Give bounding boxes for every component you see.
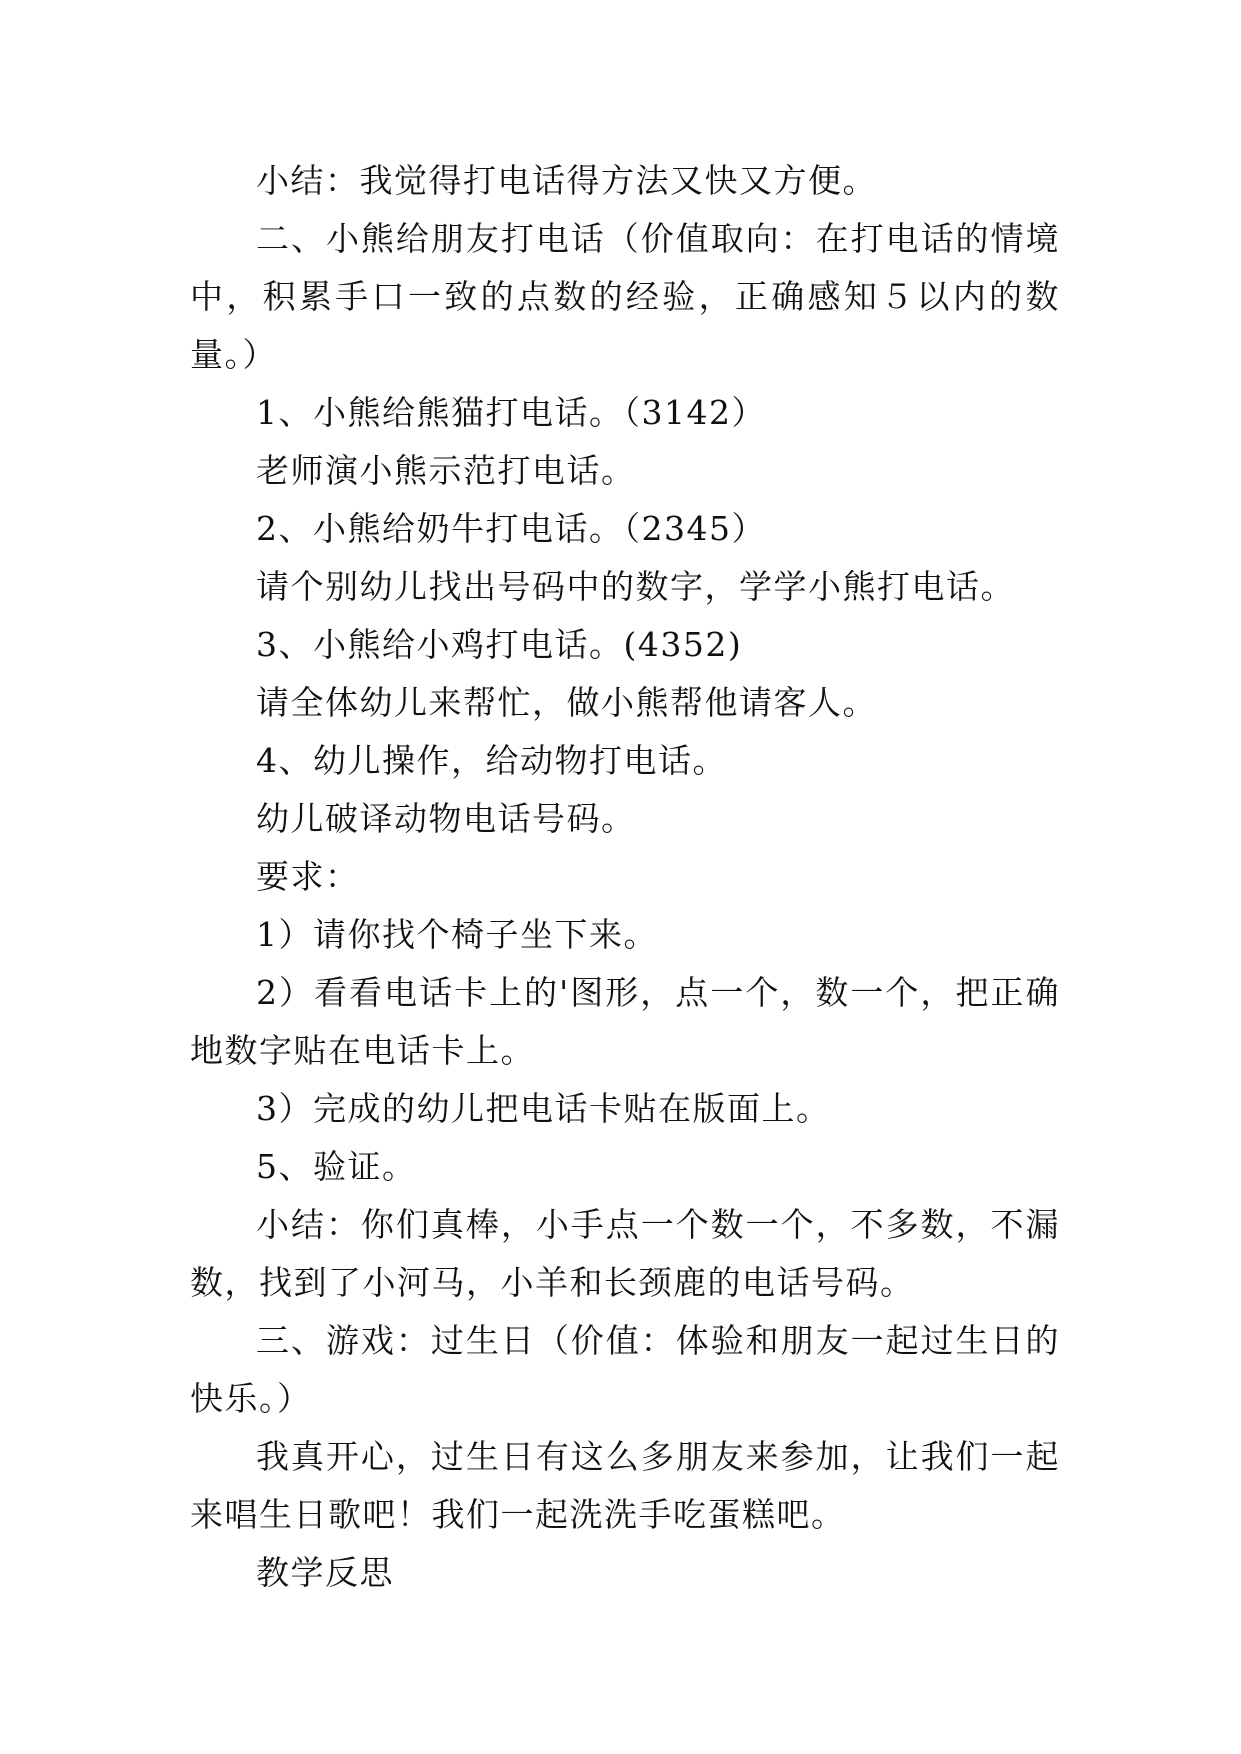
requirement-1: 1）请你找个椅子坐下来。 bbox=[256, 915, 658, 954]
summary-two-paragraph: 小结：你们真棒，小手点一个数一个，不多数，不漏数，找到了小河马，小羊和长颈鹿的电话号码。 bbox=[190, 1205, 1060, 1302]
section-three-heading: 三、游戏：过生日（价值：体验和朋友一起过生日的快乐。） bbox=[190, 1321, 1060, 1418]
step-3-paragraph: 3、小熊给小鸡打电话。(4352) bbox=[256, 625, 743, 664]
requirement-2: 2）看看电话卡上的'图形，点一个，数一个，把正确地数字贴在电话卡上。 bbox=[190, 973, 1060, 1070]
step-3-detail: 请全体幼儿来帮忙，做小熊帮他请客人。 bbox=[256, 683, 877, 722]
step-4-paragraph: 4、幼儿操作，给动物打电话。 bbox=[256, 741, 727, 780]
summary-paragraph: 小结：我觉得打电话得方法又快又方便。 bbox=[256, 161, 877, 200]
document-body bbox=[190, 152, 1060, 1602]
step-4-detail: 幼儿破译动物电话号码。 bbox=[256, 799, 636, 838]
requirement-3: 3）完成的幼儿把电话卡贴在版面上。 bbox=[256, 1089, 831, 1128]
reflection-heading: 教学反思 bbox=[256, 1553, 394, 1592]
step-5-paragraph: 5、验证。 bbox=[256, 1147, 417, 1186]
section-two-heading: 二、小熊给朋友打电话（价值取向：在打电话的情境中，积累手口一致的点数的经验，正确感知５以内的数量。） bbox=[190, 219, 1060, 374]
step-2-paragraph: 2、小熊给奶牛打电话。（2345） bbox=[256, 509, 766, 548]
requirements-heading: 要求： bbox=[256, 857, 360, 896]
step-2-detail: 请个别幼儿找出号码中的数字，学学小熊打电话。 bbox=[256, 567, 1015, 606]
step-1-paragraph: 1、小熊给熊猫打电话。（3142） bbox=[256, 393, 766, 432]
birthday-paragraph: 我真开心，过生日有这么多朋友来参加，让我们一起来唱生日歌吧！我们一起洗洗手吃蛋糕吧。 bbox=[190, 1437, 1060, 1534]
step-1-detail: 老师演小熊示范打电话。 bbox=[256, 451, 636, 490]
